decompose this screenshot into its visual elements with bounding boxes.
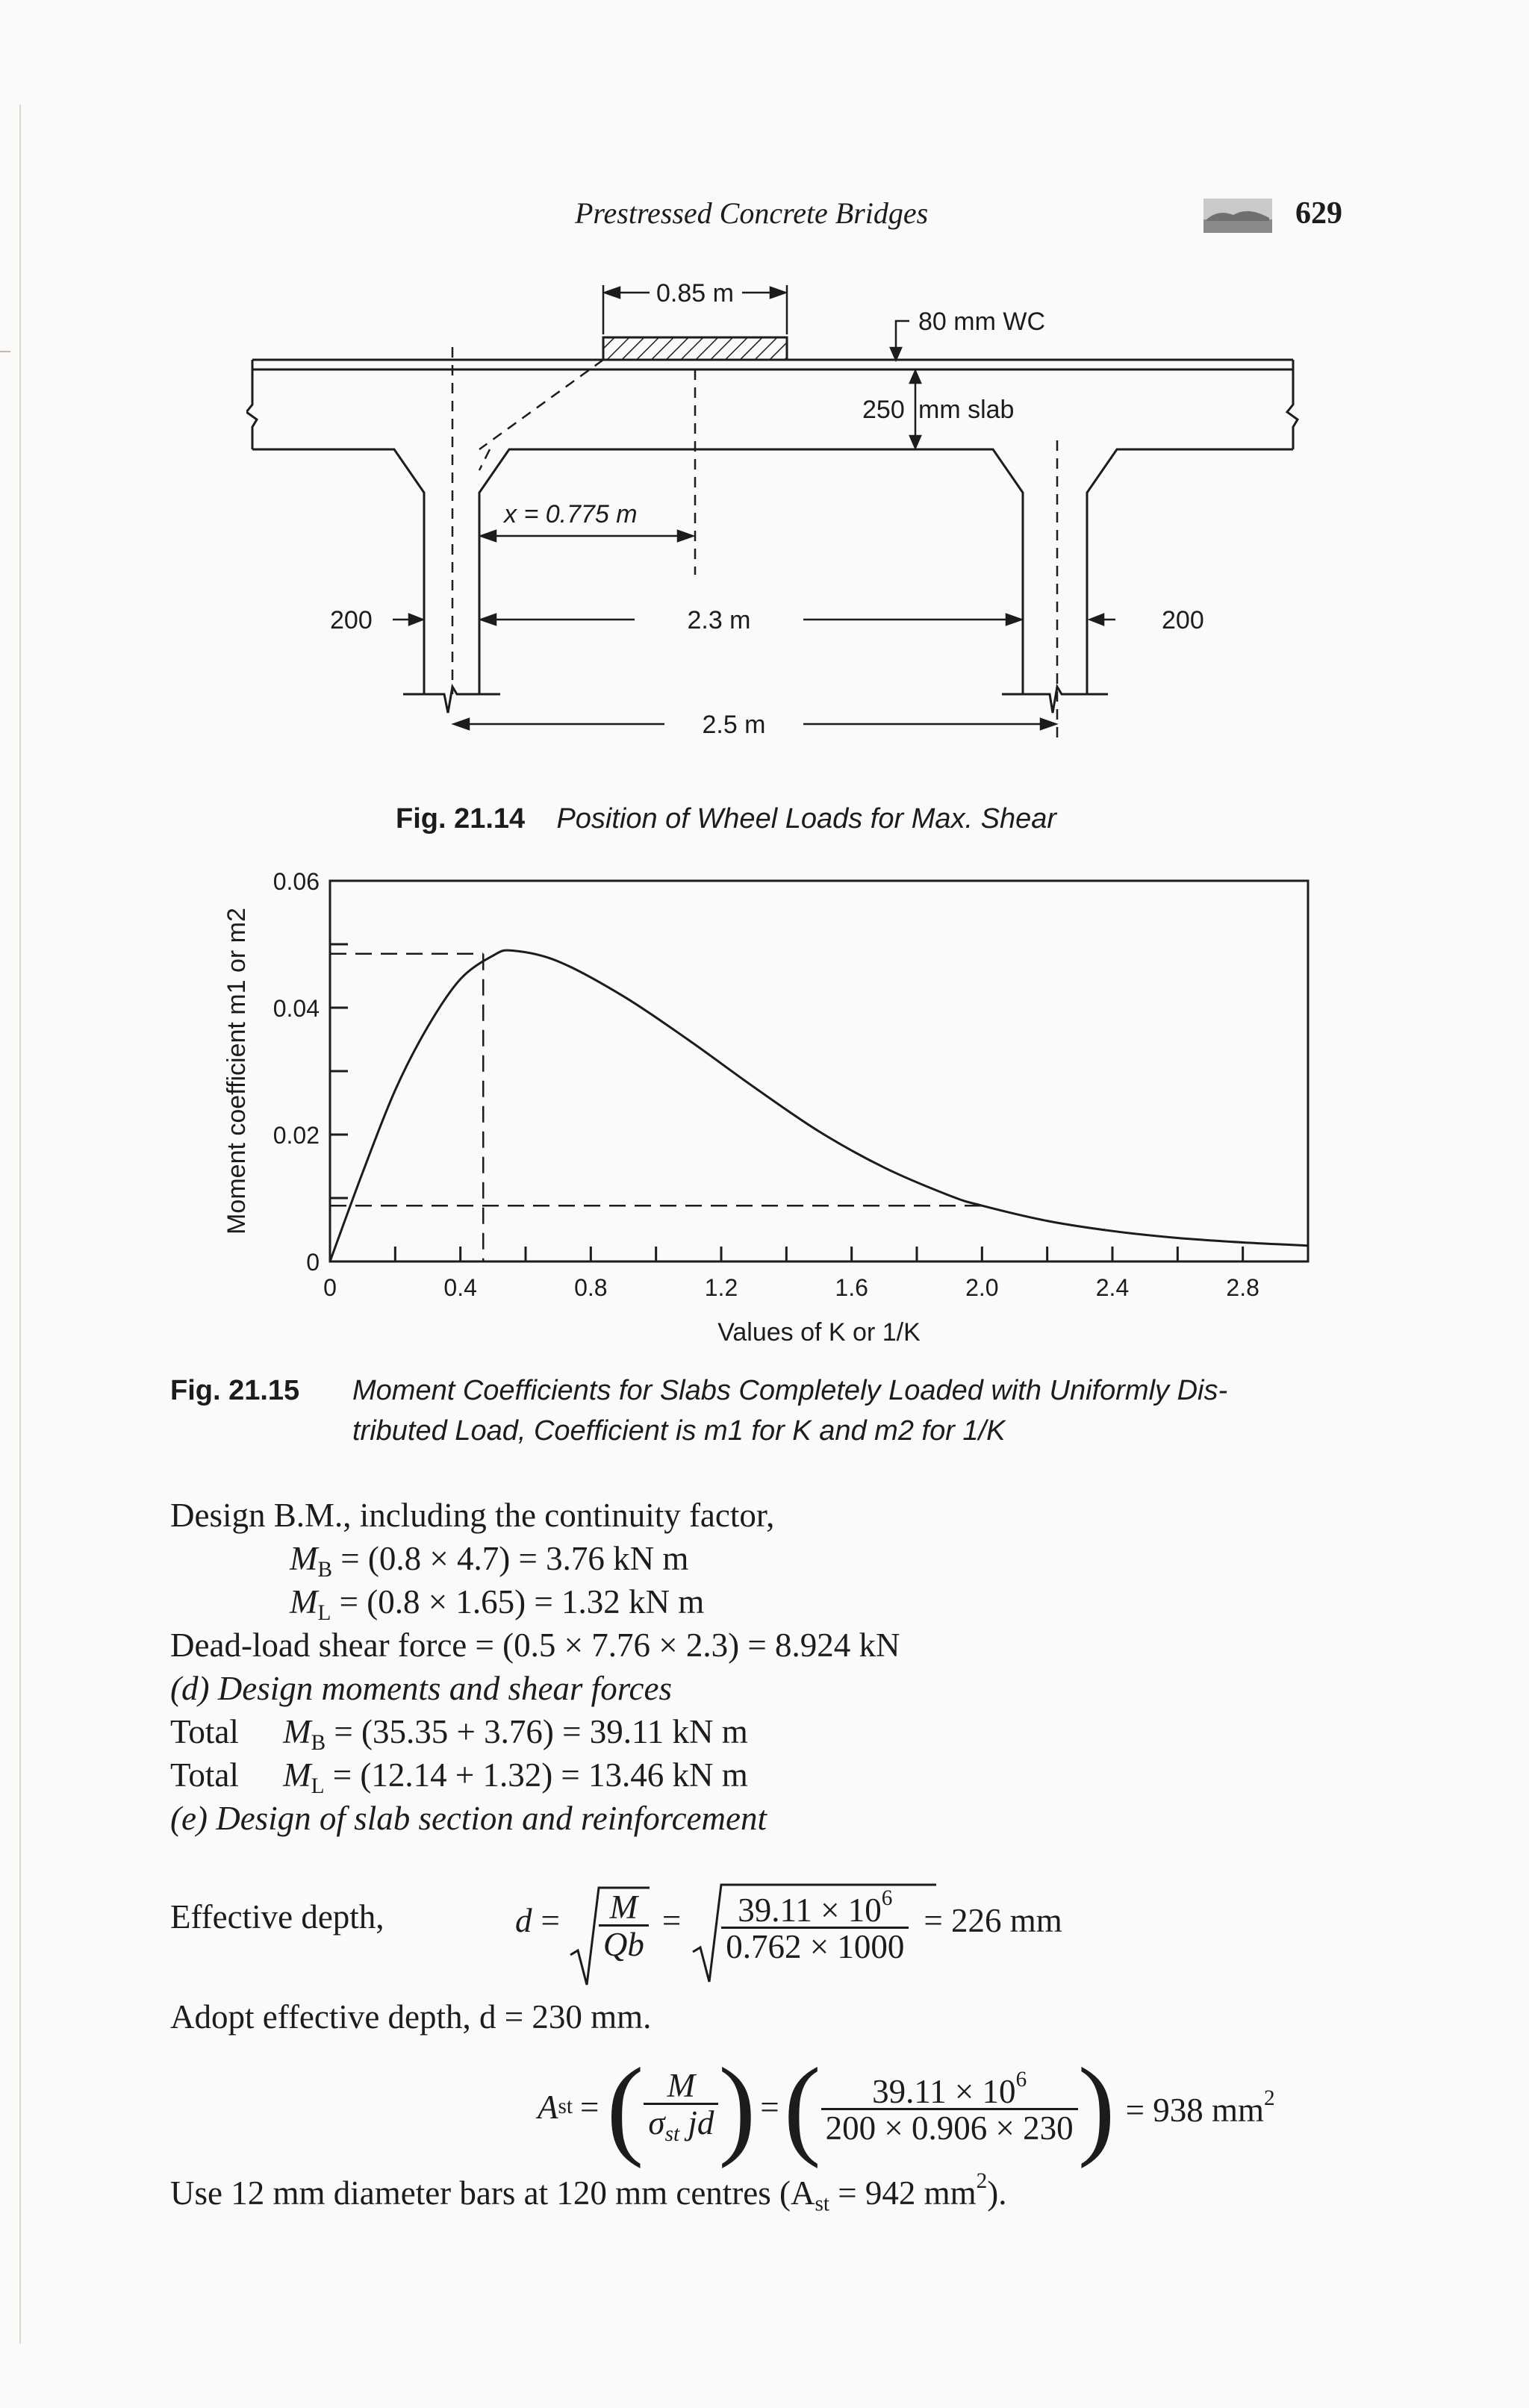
equation-effective-depth: d = $\frac{M}{Qb}$ = $\frac{39.11 \times 10^6}{0.762 \times 1000}$ = 226 mm bbox=[515, 1865, 1062, 1977]
figure-21-14-bridge-section bbox=[246, 276, 1307, 784]
equation-ml-continuity bbox=[290, 1585, 704, 1624]
exponent: 6 bbox=[881, 1885, 893, 1910]
figure-21-15-caption-line1: Moment Coefficients for Slabs Completely Loaded with Uniformly Dis- bbox=[352, 1375, 1228, 1406]
radical-sign bbox=[569, 1880, 651, 1992]
eq-symbol: M bbox=[290, 1540, 318, 1577]
eq-result: = 226 mm bbox=[924, 1901, 1062, 1939]
radical-sign bbox=[691, 1877, 938, 1989]
figure-21-14-caption bbox=[396, 803, 1056, 835]
denominator: Qb bbox=[599, 1924, 649, 1962]
eq-rhs: = (12.14 + 1.32) = 13.46 kN m bbox=[332, 1756, 748, 1794]
eq-symbol: M bbox=[283, 1756, 311, 1794]
text-dead-load-shear: Dead-load shear force = (0.5 × 7.76 × 2.3) = 8.924 kN bbox=[170, 1626, 900, 1664]
label-effective-span: 2.5 m bbox=[702, 711, 766, 739]
denominator: 200 × 0.906 × 230 bbox=[821, 2108, 1078, 2145]
numerator: M bbox=[667, 2066, 696, 2104]
text-adopt-depth: Adopt effective depth, d = 230 mm. bbox=[170, 1998, 652, 2036]
page-number: 629 bbox=[1295, 196, 1342, 231]
numerator-text: 39.11 × 10 bbox=[872, 2072, 1016, 2110]
label-web-right: 200 bbox=[1162, 606, 1204, 634]
x-axis-label: Values of K or 1/K bbox=[717, 1318, 921, 1344]
denominator: 0.762 × 1000 bbox=[721, 1927, 909, 1964]
figure-21-15-chart bbox=[202, 866, 1336, 1344]
denominator bbox=[644, 2103, 718, 2145]
text-part: ). bbox=[987, 2174, 1007, 2212]
equation-steel-area: A st = ( $\frac{M}{\sigma_{st} jd}$ ) = ( $\frac{39.11 \times 10^6}{200 \times 0.906 \times 230}$ ) = 938 $mm^2$ bbox=[538, 2045, 1275, 2169]
label-wearing-coat: 80 mm WC bbox=[918, 308, 1045, 336]
eq-sub: st bbox=[664, 2121, 680, 2146]
text-use-bars bbox=[170, 2171, 1007, 2215]
text-part: Use 12 mm diameter bars at 120 mm centres (A bbox=[170, 2174, 815, 2212]
x-tick-label: 1.2 bbox=[704, 1274, 738, 1301]
eq-symbol: A bbox=[538, 2088, 558, 2126]
numerator: M bbox=[609, 1888, 638, 1926]
exponent: 2 bbox=[976, 2169, 988, 2193]
sqrt-term-1 bbox=[569, 1880, 649, 1962]
eq-sub: L bbox=[317, 1600, 331, 1625]
eq-rhs: = (0.8 × 4.7) = 3.76 kN m bbox=[340, 1540, 689, 1577]
eq-rhs: = (0.8 × 1.65) = 1.32 kN m bbox=[339, 1583, 705, 1621]
header-thumbnail-image bbox=[1203, 199, 1272, 233]
eq-symbol: M bbox=[283, 1713, 311, 1750]
label-slab-thickness: 250 bbox=[862, 396, 905, 424]
figure-21-15-caption bbox=[170, 1375, 299, 1407]
page-edge-mark bbox=[0, 351, 10, 352]
eq-sub: B bbox=[311, 1730, 326, 1755]
eq-rhs: = (35.35 + 3.76) = 39.11 kN m bbox=[334, 1713, 748, 1750]
sqrt-term-2 bbox=[691, 1877, 909, 1965]
fraction bbox=[644, 2066, 718, 2146]
x-tick-label: 2.8 bbox=[1226, 1274, 1259, 1301]
sigma: σ bbox=[648, 2103, 665, 2142]
label-slab-text: mm slab bbox=[918, 396, 1015, 424]
total-label: Total bbox=[170, 1756, 239, 1794]
exponent: 2 bbox=[1264, 2086, 1275, 2110]
jd: jd bbox=[679, 2103, 714, 2142]
figure-21-14-title: Position of Wheel Loads for Max. Shear bbox=[556, 803, 1057, 835]
total-label: Total bbox=[170, 1713, 239, 1750]
running-header: Prestressed Concrete Bridges bbox=[575, 196, 929, 230]
text-design-bm: Design B.M., including the continuity factor, bbox=[170, 1497, 775, 1534]
eq-result-text: = 938 mm bbox=[1125, 2091, 1264, 2129]
y-tick-label: 0.06 bbox=[273, 868, 320, 895]
plot-frame bbox=[330, 881, 1308, 1261]
page-edge-shadow bbox=[19, 105, 21, 2344]
eq-symbol: d bbox=[515, 1901, 532, 1939]
y-tick-label: 0.04 bbox=[273, 995, 320, 1022]
x-tick-label: 0.8 bbox=[574, 1274, 608, 1301]
label-web-left: 200 bbox=[330, 606, 373, 634]
label-wheel-width: 0.85 m bbox=[656, 279, 734, 308]
x-tick-label: 2.0 bbox=[965, 1274, 999, 1301]
fraction bbox=[821, 2069, 1078, 2146]
eq-sub: st bbox=[558, 2094, 573, 2119]
series-line bbox=[330, 950, 1308, 1261]
y-axis-label: Moment coefficient m1 or m2 bbox=[222, 908, 251, 1235]
text-effective-depth: Effective depth, bbox=[170, 1898, 384, 1936]
label-clear-span: 2.3 m bbox=[687, 606, 751, 634]
heading-design-slab: (e) Design of slab section and reinforcement bbox=[170, 1800, 767, 1837]
x-tick-label: 1.6 bbox=[835, 1274, 868, 1301]
eq-sub: B bbox=[317, 1557, 333, 1582]
text-part: = 942 mm bbox=[829, 2174, 977, 2212]
eq-symbol: M bbox=[290, 1583, 318, 1621]
x-tick-label: 2.4 bbox=[1095, 1274, 1130, 1301]
x-tick-label: 0 bbox=[323, 1274, 337, 1301]
figure-21-15-number: Fig. 21.15 bbox=[170, 1375, 300, 1406]
eq-result bbox=[1126, 2088, 1275, 2127]
exponent: 6 bbox=[1015, 2067, 1027, 2092]
y-tick-label: 0 bbox=[306, 1249, 320, 1276]
numerator bbox=[821, 2069, 1078, 2109]
equation-mb-continuity bbox=[290, 1542, 688, 1581]
figure-21-14-number: Fig. 21.14 bbox=[396, 803, 526, 835]
label-x-distance: x = 0.775 m bbox=[504, 500, 638, 528]
x-tick-label: 0.4 bbox=[443, 1274, 477, 1301]
numerator-text: 39.11 × 10 bbox=[738, 1891, 882, 1929]
eq-sub: st bbox=[815, 2192, 830, 2216]
equation-total-ml bbox=[170, 1756, 748, 1798]
figure-21-15-caption-line2: tributed Load, Coefficient is m1 for K and m2 for 1/K bbox=[352, 1415, 1006, 1447]
y-tick-label: 0.02 bbox=[273, 1122, 320, 1149]
equation-total-mb bbox=[170, 1715, 748, 1754]
heading-design-moments: (d) Design moments and shear forces bbox=[170, 1670, 672, 1707]
eq-sub: L bbox=[311, 1774, 325, 1798]
